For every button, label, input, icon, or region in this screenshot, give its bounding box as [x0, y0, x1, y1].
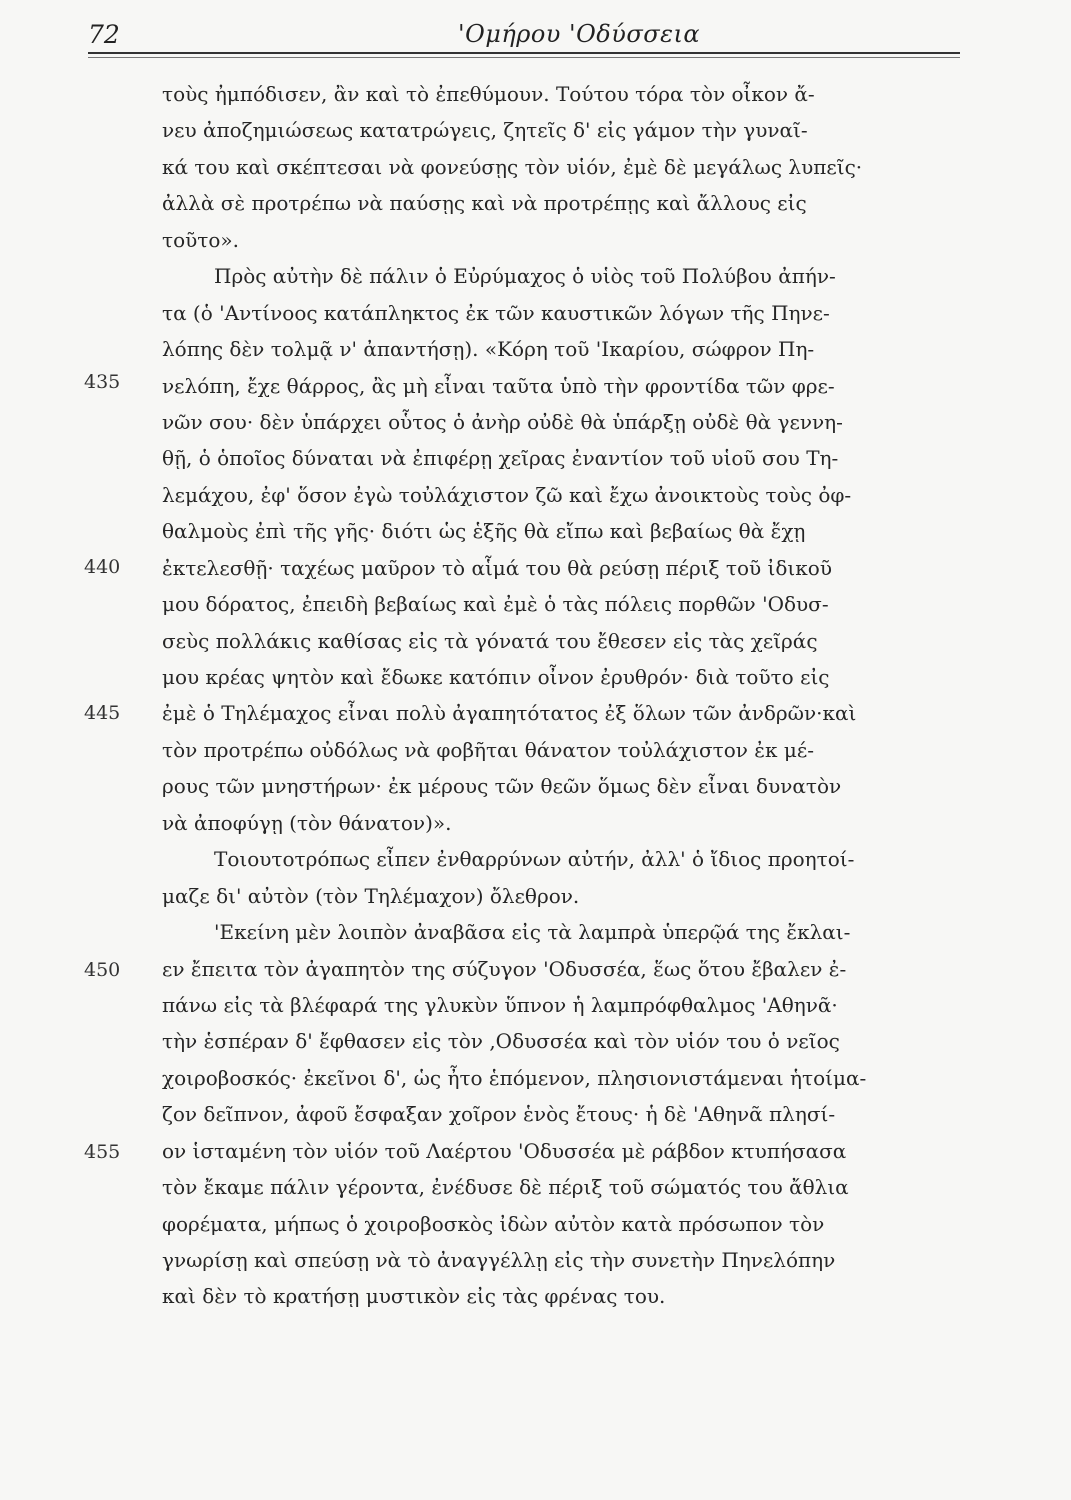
text-line: ρους τῶν μνηστήρων· ἐκ μέρους τῶν θεῶν ὅμως δὲν εἶναι δυνατὸν: [162, 774, 842, 799]
text-line: λόπης δὲν τολμᾷ ν' ἀπαντήσῃ). «Κόρη τοῦ 'Ικαρίου, σώφρον Πη-: [162, 337, 815, 362]
text-line: νὰ ἀποφύγῃ (τὸν θάνατον)».: [162, 810, 452, 835]
page-header: [88, 14, 960, 54]
running-title: 'Ομήρου 'Οδύσσεια: [458, 20, 701, 48]
paragraph-start-line: Πρὸς αὐτὴν δὲ πάλιν ὁ Εὐρύμαχος ὁ υἱὸς τοῦ Πολύβου ἀπήν-: [214, 264, 836, 289]
text-line: νῶν σου· δὲν ὑπάρχει οὗτος ὁ ἀνὴρ οὐδὲ θὰ ὑπάρξῃ οὐδὲ θὰ γεννη-: [162, 409, 843, 434]
header-rule-thin: [88, 57, 960, 58]
text-line: τα (ὁ 'Αντίνοος κατάπληκτος ἐκ τῶν καυστικῶν λόγων τῆς Πηνε-: [162, 300, 830, 325]
paragraph-start-line: Τοιουτοτρόπως εἶπεν ἐνθαρρύνων αὐτήν, ἀλλ' ὁ ἴδιος προητοί-: [214, 847, 855, 872]
text-line: θαλμοὺς ἐπὶ τῆς γῆς· διότι ὡς ἑξῆς θὰ εἴπω καὶ βεβαίως θὰ ἔχῃ: [162, 519, 806, 544]
text-line: μου κρέας ψητὸν καὶ ἔδωκε κατόπιν οἶνον ἐρυθρόν· διὰ τοῦτο εἰς: [162, 665, 830, 689]
line-number: 435: [84, 371, 121, 393]
text-line: ἀλλὰ σὲ προτρέπω νὰ παύσῃς καὶ νὰ προτρέπῃς καὶ ἄλλους εἰς: [162, 191, 807, 216]
line-number: 455: [84, 1141, 121, 1163]
paragraph-start-line: 'Εκείνη μὲν λοιπὸν ἀναβᾶσα εἰς τὰ λαμπρὰ ὑπερῷά της ἔκλαι-: [214, 920, 851, 945]
text-line: πάνω εἰς τὰ βλέφαρά της γλυκὺν ὕπνον ἡ λαμπρόφθαλμος 'Αθηνᾶ·: [162, 992, 838, 1017]
line-number: 440: [84, 556, 121, 578]
text-line: εν ἔπειτα τὸν ἀγαπητὸν της σύζυγον 'Οδυσσέα, ἕως ὅτου ἔβαλεν ἐ-: [162, 956, 847, 981]
text-line: ἐμὲ ὁ Τηλέμαχος εἶναι πολὺ ἀγαπητότατος ἐξ ὅλων τῶν ἀνδρῶν·καὶ: [162, 701, 857, 726]
text-line: τοὺς ἠμπόδισεν, ἂν καὶ τὸ ἐπεθύμουν. Τούτου τόρα τὸν οἶκον ἄ-: [162, 82, 815, 106]
text-line: ζον δεῖπνον, ἀφοῦ ἔσφαξαν χοῖρον ἑνὸς ἔτους· ἡ δὲ 'Αθηνᾶ πλησί-: [162, 1102, 836, 1127]
text-line: νευ ἀποζημιώσεως κατατρώγεις, ζητεῖς δ' εἰς γάμον τὴν γυναῖ-: [162, 118, 808, 143]
text-line: θῇ, ὁ ὁποῖος δύναται νὰ ἐπιφέρῃ χεῖρας ἐναντίον τοῦ υἱοῦ σου Τη-: [162, 446, 839, 471]
text-line: γνωρίσῃ καὶ σπεύσῃ νὰ τὸ ἀναγγέλλῃ εἰς τὴν συνετὴν Πηνελόπην: [162, 1248, 836, 1272]
line-number: 445: [84, 702, 121, 724]
header-rule: [88, 52, 960, 54]
line-number: 450: [84, 959, 121, 981]
text-line: τὸν προτρέπω οὐδόλως νὰ φοβῆται θάνατον τοὐλάχιστον ἐκ μέ-: [162, 737, 814, 762]
text-line: νελόπη, ἔχε θάρρος, ἂς μὴ εἶναι ταῦτα ὑπὸ τὴν φροντίδα τῶν φρε-: [162, 373, 835, 398]
body-text: [162, 76, 962, 1315]
text-line: λεμάχου, ἐφ' ὅσον ἐγὼ τοὐλάχιστον ζῶ καὶ ἔχω ἀνοικτοὺς τοὺς ὀφ-: [162, 482, 852, 507]
text-line: φορέματα, μήπως ὁ χοιροβοσκὸς ἰδὼν αὐτὸν κατὰ πρόσωπον τὸν: [162, 1211, 825, 1236]
text-line: κά του καὶ σκέπτεσαι νὰ φονεύσῃς τὸν υἱόν, ἐμὲ δὲ μεγάλως λυπεῖς·: [162, 154, 863, 179]
text-line: μαζε δι' αὐτὸν (τὸν Τηλέμαχον) ὄλεθρον.: [162, 883, 580, 908]
page-number: 72: [88, 20, 120, 49]
text-line: σεὺς πολλάκις καθίσας εἰς τὰ γόνατά του ἔθεσεν εἰς τὰς χεῖράς: [162, 628, 818, 653]
text-line: χοιροβοσκός· ἐκεῖνοι δ', ὡς ἦτο ἑπόμενον, πλησιονιστάμεναι ἡτοίμα-: [162, 1065, 867, 1090]
text-line: μου δόρατος, ἐπειδὴ βεβαίως καὶ ἐμὲ ὁ τὰς πόλεις πορθῶν 'Οδυσ-: [162, 592, 829, 617]
text-line: καὶ δὲν τὸ κρατήσῃ μυστικὸν εἰς τὰς φρένας του.: [162, 1284, 666, 1309]
text-line: τὸν ἔκαμε πάλιν γέροντα, ἐνέδυσε δὲ πέριξ τοῦ σώματός του ἄθλια: [162, 1175, 849, 1200]
text-line: τὴν ἑσπέραν δ' ἔφθασεν εἰς τὸν ,Οδυσσέα καὶ τὸν υἱόν του ὁ νεῖος: [162, 1029, 840, 1054]
text-line: ον ἱσταμένη τὸν υἱόν τοῦ Λαέρτου 'Οδυσσέα μὲ ράβδον κτυπήσασα: [162, 1138, 847, 1163]
text-line: τοῦτο».: [162, 227, 239, 252]
text-line: ἐκτελεσθῇ· ταχέως μαῦρον τὸ αἷμά του θὰ ρεύσῃ πέριξ τοῦ ἰδικοῦ: [162, 555, 832, 580]
